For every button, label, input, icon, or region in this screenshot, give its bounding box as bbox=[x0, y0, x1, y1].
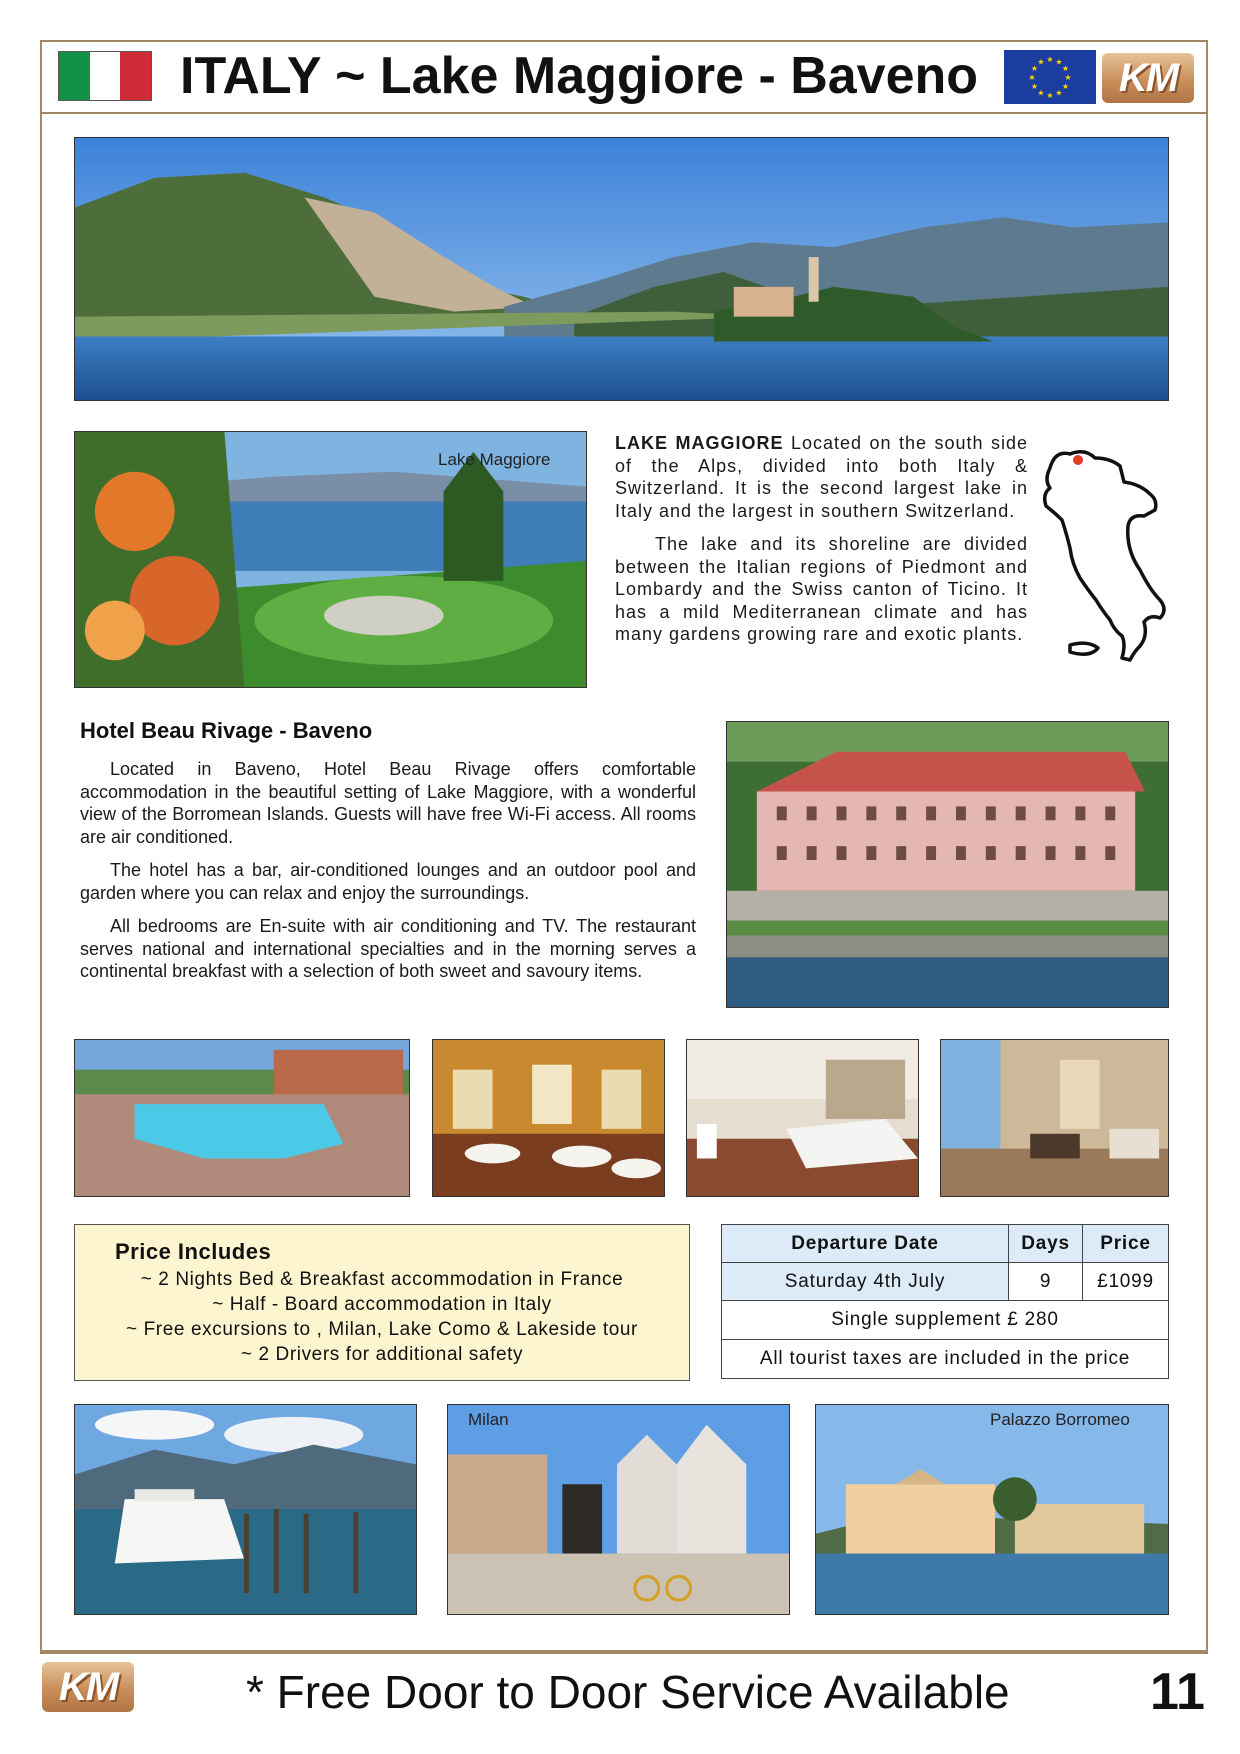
svg-text:★: ★ bbox=[1061, 64, 1070, 73]
lake-paragraph-2: The lake and its shoreline are divided between the Italian regions of Piedmont and Lombardy and the Swiss canton of Ticino. It has a mild Mediterranean climate and has many gardens growing rare and exotic plants. bbox=[615, 534, 1028, 644]
svg-text:★: ★ bbox=[1028, 73, 1036, 82]
table-row bbox=[722, 1263, 1169, 1301]
km-logo bbox=[1102, 53, 1194, 103]
price-cell: £1099 bbox=[1083, 1263, 1169, 1301]
column-header-days: Days bbox=[1009, 1225, 1083, 1263]
hotel-paragraph-3: All bedrooms are En-suite with air conditioning and TV. The restaurant serves national and international specialties and in the morning serves a continental breakfast with a selection of both sweet and savoury items. bbox=[80, 916, 696, 981]
column-header-departure: Departure Date bbox=[722, 1225, 1009, 1263]
price-includes-box bbox=[74, 1224, 690, 1381]
list-item: ~ 2 Drivers for additional safety bbox=[240, 1344, 524, 1365]
hotel-title: Hotel Beau Rivage - Baveno bbox=[80, 718, 373, 743]
lake-boat-photo bbox=[74, 1404, 417, 1615]
page-title: ITALY ~ Lake Maggiore - Baveno bbox=[180, 47, 979, 105]
svg-text:★: ★ bbox=[1037, 57, 1045, 67]
palazzo-photo-caption: Palazzo Borromeo bbox=[990, 1410, 1130, 1429]
footer-note: * Free Door to Door Service Available bbox=[246, 1666, 1010, 1718]
hotel-lounge-photo bbox=[940, 1039, 1169, 1197]
footer-divider bbox=[40, 1652, 1208, 1654]
lake-description bbox=[615, 432, 1028, 657]
hotel-pool-photo bbox=[74, 1039, 410, 1197]
eu-flag-icon bbox=[1004, 50, 1096, 104]
hotel-paragraph-2: The hotel has a bar, air-conditioned lounges and an outdoor pool and garden where you can relax and enjoy the surroundings. bbox=[80, 860, 696, 903]
svg-text:★: ★ bbox=[1055, 88, 1063, 98]
hotel-restaurant-photo bbox=[432, 1039, 665, 1197]
km-logo-footer bbox=[42, 1662, 134, 1712]
svg-text:★: ★ bbox=[1046, 91, 1054, 100]
svg-text:★: ★ bbox=[1061, 82, 1070, 91]
svg-text:★: ★ bbox=[1046, 55, 1054, 64]
hero-lake-panorama-photo bbox=[74, 137, 1169, 401]
list-item: ~ Free excursions to , Milan, Lake Como & Lakeside tour bbox=[126, 1319, 638, 1340]
svg-text:★: ★ bbox=[1030, 64, 1039, 73]
svg-text:★: ★ bbox=[1030, 82, 1039, 91]
lake-paragraph-1: Located on the south side of the Alps, divided into both Italy & Switzerland. It is the second largest lake in Italy and the largest in southern Switzerland. bbox=[615, 433, 1028, 521]
lake-photo-caption: Lake Maggiore bbox=[438, 450, 551, 469]
list-item: ~ 2 Nights Bed & Breakfast accommodation in France bbox=[140, 1269, 624, 1290]
column-header-price: Price bbox=[1083, 1225, 1169, 1263]
single-supplement-cell: Single supplement £ 280 bbox=[722, 1301, 1169, 1340]
taxes-note-cell: All tourist taxes are included in the price bbox=[722, 1340, 1169, 1379]
header-divider bbox=[40, 112, 1208, 114]
hotel-exterior-photo bbox=[726, 721, 1169, 1008]
km-logo-footer-text: KM bbox=[58, 1664, 118, 1709]
pricing-table bbox=[721, 1224, 1169, 1379]
km-logo-text: KM bbox=[1118, 55, 1178, 100]
milan-duomo-photo bbox=[447, 1404, 790, 1615]
departure-date-cell: Saturday 4th July bbox=[722, 1263, 1009, 1301]
days-cell: 9 bbox=[1009, 1263, 1083, 1301]
italy-flag-icon bbox=[58, 51, 152, 101]
hotel-paragraph-1: Located in Baveno, Hotel Beau Rivage offers comfortable accommodation in the beautiful setting of Lake Maggiore, with a wonderful view of the Borromean Islands. Guests will have free Wi-Fi access. All rooms are air conditioned. bbox=[80, 759, 696, 847]
price-includes-title: Price Includes bbox=[115, 1239, 272, 1264]
lake-heading: LAKE MAGGIORE bbox=[615, 433, 784, 453]
hotel-description bbox=[80, 758, 696, 994]
hotel-bar-photo bbox=[686, 1039, 919, 1197]
milan-photo-caption: Milan bbox=[468, 1410, 509, 1429]
table-header-row bbox=[722, 1225, 1169, 1263]
table-row bbox=[722, 1301, 1169, 1340]
table-row bbox=[722, 1340, 1169, 1379]
palazzo-borromeo-photo bbox=[815, 1404, 1169, 1615]
price-includes-list bbox=[85, 1267, 679, 1367]
svg-text:★: ★ bbox=[1037, 88, 1045, 98]
italy-map-icon bbox=[1040, 440, 1170, 680]
svg-text:★: ★ bbox=[1064, 73, 1072, 82]
svg-text:★: ★ bbox=[1055, 57, 1063, 67]
list-item: ~ Half - Board accommodation in Italy bbox=[212, 1294, 552, 1315]
page-number: 11 bbox=[1150, 1663, 1205, 1721]
